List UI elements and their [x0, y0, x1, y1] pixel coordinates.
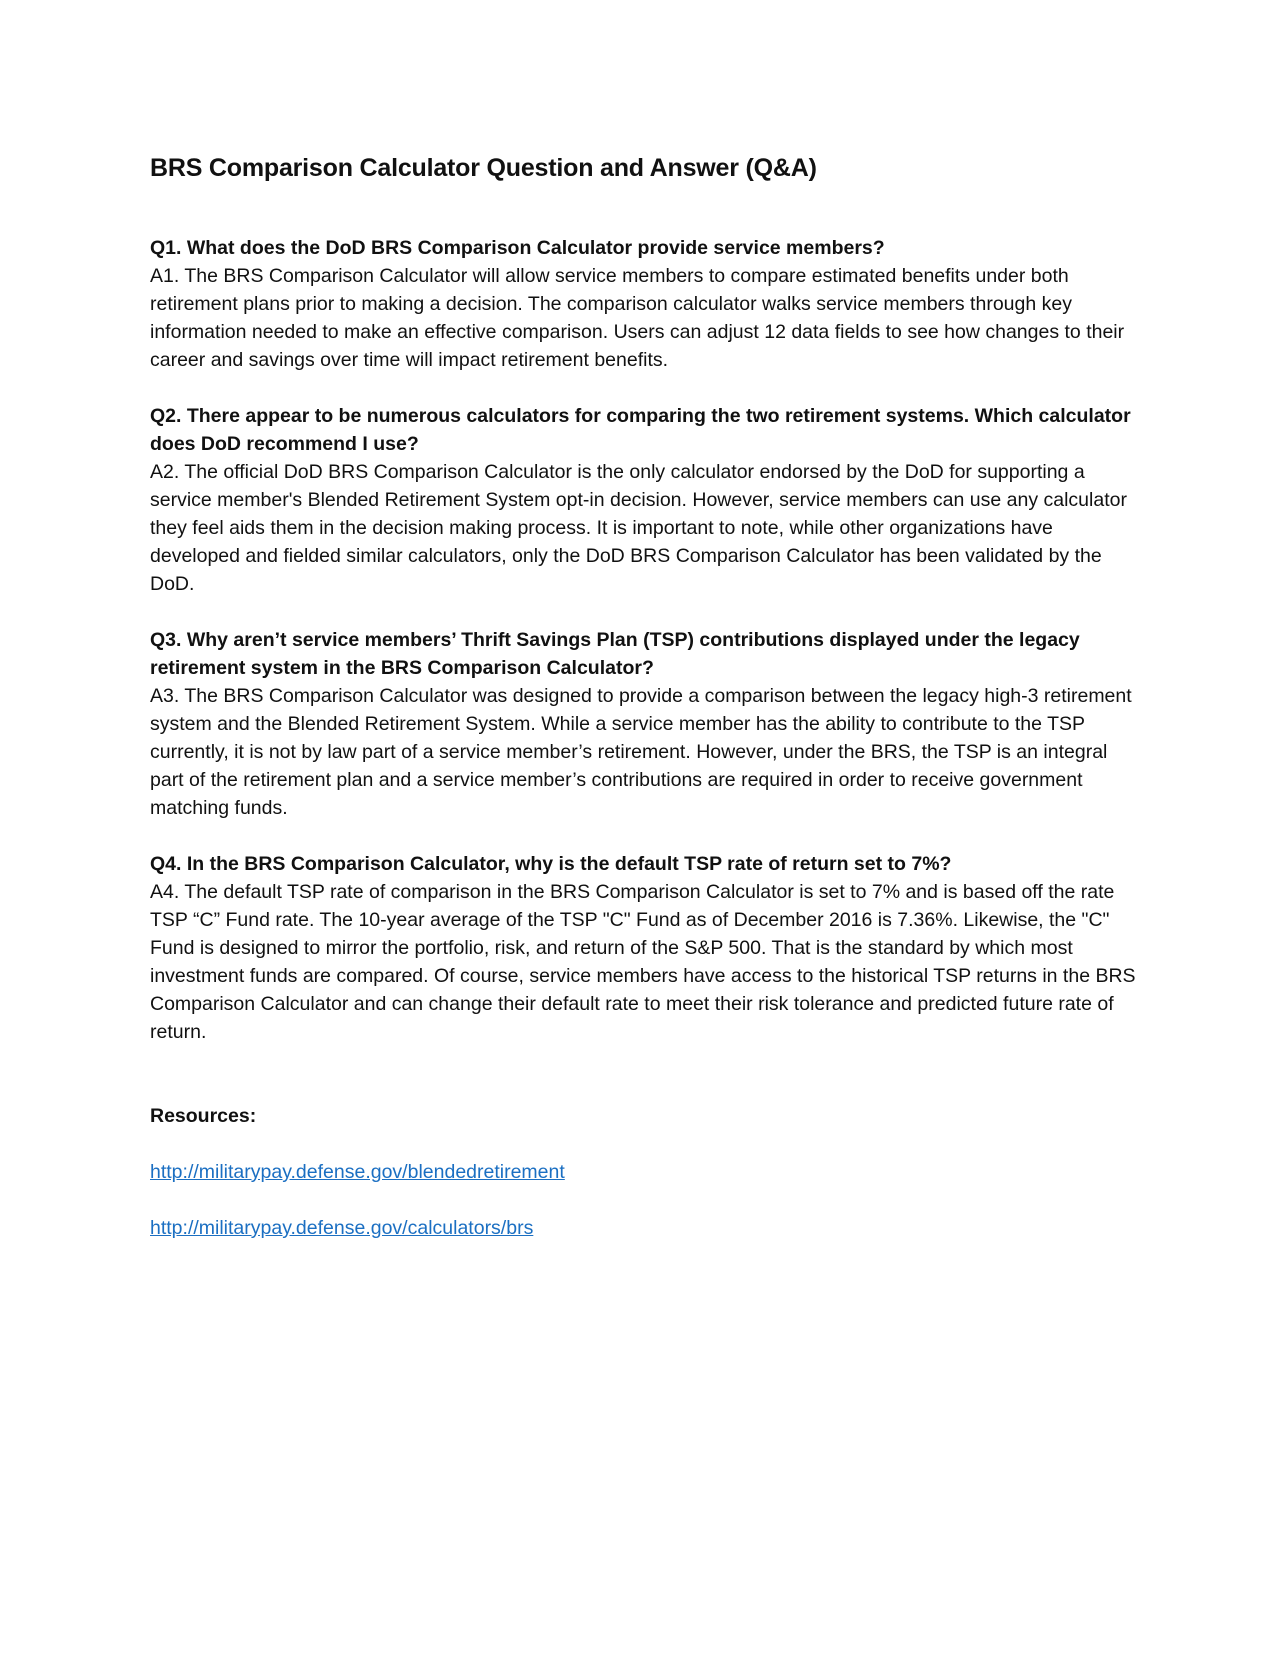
question-2: Q2. There appear to be numerous calculators for comparing the two retirement systems. Which calculator does DoD recommend I use?	[150, 405, 1131, 455]
question-4: Q4. In the BRS Comparison Calculator, why is the default TSP rate of return set to 7%?	[150, 853, 952, 875]
answer-3: A3. The BRS Comparison Calculator was designed to provide a comparison between the legacy high-3 retirement system and the Blended Retirement System. While a service member has the ability to contribute to the TSP currently, it is not by law part of a service member’s retirement. However, under the BRS, the TSP is an integral part of the retirement plan and a service member’s contributions are required in order to receive government matching funds.	[150, 685, 1132, 819]
answer-4: A4. The default TSP rate of comparison in the BRS Comparison Calculator is set to 7% and is based off the rate TSP “C” Fund rate. The 10-year average of the TSP "C" Fund as of December 2016 is 7.36%. Likewise, the "C" Fund is designed to mirror the portfolio, risk, and return of the S&P 500. That is the standard by which most investment funds are compared. Of course, service members have access to the historical TSP returns in the BRS Comparison Calculator and can change their default rate to meet their risk tolerance and predicted future rate of return.	[150, 881, 1136, 1043]
resource-link-brs-calculator[interactable]: http://militarypay.defense.gov/calculators/brs	[150, 1217, 534, 1239]
qa-item-2	[150, 402, 1140, 598]
document-page	[150, 150, 1140, 1270]
answer-1: A1. The BRS Comparison Calculator will allow service members to compare estimated benefits under both retirement plans prior to making a decision. The comparison calculator walks service members through key information needed to make an effective comparison. Users can adjust 12 data fields to see how changes to their career and savings over time will impact retirement benefits.	[150, 265, 1125, 371]
resource-link-blended-retirement[interactable]: http://militarypay.defense.gov/blendedretirement	[150, 1161, 565, 1183]
qa-item-4	[150, 850, 1140, 1046]
question-1: Q1. What does the DoD BRS Comparison Calculator provide service members?	[150, 237, 885, 259]
qa-item-1	[150, 234, 1140, 374]
answer-2: A2. The official DoD BRS Comparison Calculator is the only calculator endorsed by the DoD for supporting a service member's Blended Retirement System opt-in decision. However, service members can use any calculator they feel aids them in the decision making process. It is important to note, while other organizations have developed and fielded similar calculators, only the DoD BRS Comparison Calculator has been validated by the DoD.	[150, 461, 1127, 595]
page-title: BRS Comparison Calculator Question and Answer (Q&A)	[150, 154, 817, 182]
resources-section	[150, 1102, 1140, 1242]
question-3: Q3. Why aren’t service members’ Thrift Savings Plan (TSP) contributions displayed under the legacy retirement system in the BRS Comparison Calculator?	[150, 629, 1080, 679]
resources-heading: Resources:	[150, 1105, 257, 1127]
qa-item-3	[150, 626, 1140, 822]
qa-list	[150, 234, 1140, 1046]
